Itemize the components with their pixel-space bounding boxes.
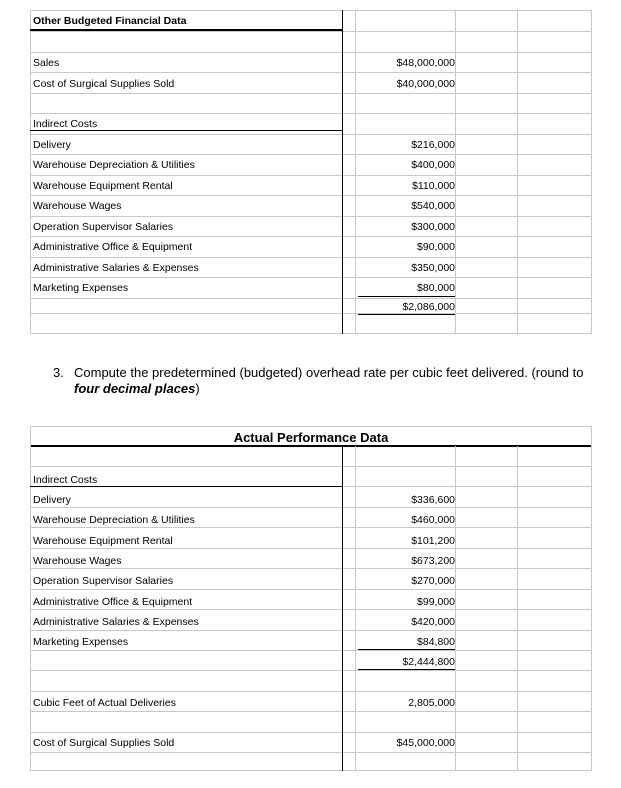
actual-title: Actual Performance Data [233, 430, 389, 445]
cogs-label: Cost of Surgical Supplies Sold [33, 78, 175, 90]
question-text: Compute the predetermined (budgeted) overhead rate per cubic feet delivered. (round to [74, 365, 584, 380]
budgeted-total: $2,086,000 [402, 301, 455, 313]
table-row-value: $350,000 [411, 262, 455, 274]
table-row-value: $101,200 [411, 535, 455, 547]
table-row-value: $460,000 [411, 514, 455, 526]
table-row-value: $110,000 [411, 180, 455, 192]
table-row-label: Delivery [33, 494, 71, 506]
table-row-label: Warehouse Depreciation & Utilities [33, 159, 195, 171]
table-row-label: Warehouse Wages [33, 555, 122, 567]
table-row-value: $540,000 [411, 200, 455, 212]
sales-value: $48,000,000 [396, 57, 455, 69]
table-row-value: $673,200 [411, 555, 455, 567]
table-row-label: Operation Supervisor Salaries [33, 221, 174, 233]
actual-total: $2,444,800 [402, 656, 455, 668]
sales-label: Sales [33, 57, 60, 69]
indirect-heading: Indirect Costs [33, 118, 98, 130]
cubic-feet-label: Cubic Feet of Actual Deliveries [33, 697, 176, 709]
table-row-label: Marketing Expenses [33, 282, 129, 294]
table-row-label: Delivery [33, 139, 71, 151]
table-row-value: $420,000 [411, 616, 455, 628]
table-row-label: Operation Supervisor Salaries [33, 575, 174, 587]
budgeted-table [30, 10, 592, 334]
table-row-value: $270,000 [411, 575, 455, 587]
table-row-label: Administrative Salaries & Expenses [33, 616, 199, 628]
table-row-label: Warehouse Equipment Rental [33, 180, 173, 192]
table-row-label: Warehouse Depreciation & Utilities [33, 514, 195, 526]
table-row-value: $90,000 [417, 241, 455, 253]
actual-table [30, 426, 592, 771]
table-row-label: Warehouse Wages [33, 200, 122, 212]
budgeted-title: Other Budgeted Financial Data [33, 15, 187, 27]
cogs-value: $40,000,000 [396, 78, 455, 90]
actual-cogs-label: Cost of Surgical Supplies Sold [33, 737, 175, 749]
table-row-label: Administrative Office & Equipment [33, 596, 193, 608]
question-emphasis: four decimal places [74, 381, 196, 396]
table-row-value: $216,000 [411, 139, 455, 151]
table-row-label: Marketing Expenses [33, 636, 129, 648]
question-number: 3. [53, 365, 64, 380]
actual-cogs-value: $45,000,000 [396, 737, 455, 749]
table-row-value: $99,000 [417, 596, 455, 608]
table-row-label: Warehouse Equipment Rental [33, 535, 173, 547]
table-row-label: Administrative Salaries & Expenses [33, 262, 199, 274]
table-row-value: $300,000 [411, 221, 455, 233]
table-row-label: Administrative Office & Equipment [33, 241, 193, 253]
indirect-heading: Indirect Costs [33, 474, 98, 486]
question-suffix: ) [195, 381, 200, 396]
cubic-feet-value: 2,805,000 [408, 697, 455, 709]
table-row-value: $336,600 [411, 494, 455, 506]
table-row-value: $400,000 [411, 159, 455, 171]
table-row-value: $84,800 [417, 636, 455, 648]
table-row-value: $80,000 [417, 282, 455, 294]
